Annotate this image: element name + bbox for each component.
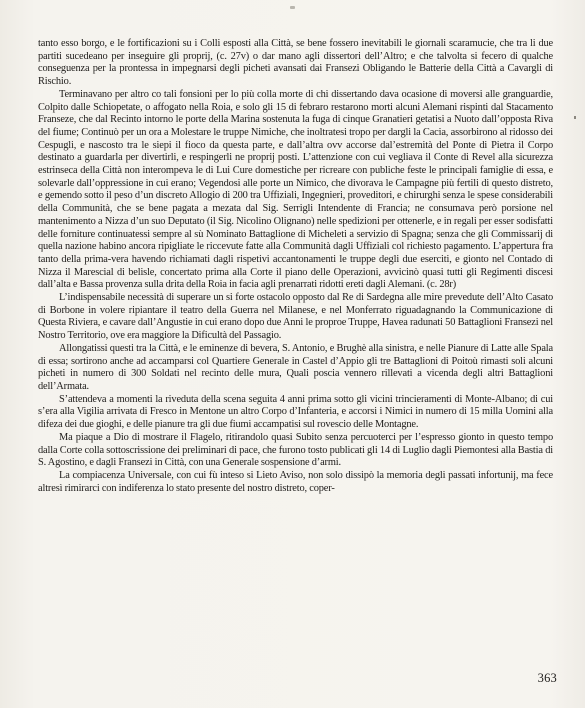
paragraph: L’indispensabile necessità di superare un si forte ostacolo opposto dal Re di Sardegna alle mire prevedute dell’Alto Casato di Borbone in volere ripiantare il teatro della Guerra nel Milanese, e nel Monferrato riguadagnando la Communicazione di Questa Riviera, e cavare dall’Angustie in cui erano dopo due Anni le proproe Truppe, Havea radunati 50 Battaglioni Fransezi nel Nostro Territorio, ove era maggiore la Dificultà del Passagio. [38, 292, 553, 342]
paragraph: tanto esso borgo, e le fortificazioni su i Colli esposti alla Città, se bene fossero inevitabili le giornali scaramucie, che tra li due partiti sucedeano per inseguire gli proprij, (c. 27v) o dar mano agli dissertori dell’Altro; e che talvolta si fecero di qualche conseguenza per la prontessa in impegnarsi degli picheti avansati dai Fransezi Obligando le Batterie della Città a Cavargli di Rischio. [38, 38, 553, 88]
paragraph: Allongatissi questi tra la Città, e le eminenze di bevera, S. Antonio, e Brughè alla sinistra, e nelle Pianure di Latte alle Spala di essa; sortirono anche ad accamparsi col Quartiere Generale in Castel d’Appio gli tre Battaglioni di Poitoù rimasti soli alcuni picheti in numero di 300 Soldati nel recinto delle mura, Quali poscia vennero rillevati a vicenda degli altri Battaglioni dell’Armata. [38, 342, 553, 392]
paragraph: La compiacenza Universale, con cui fù inteso si Lieto Aviso, non solo dissipò la memoria degli passati infortunij, ma fece altresì rimirarci con indiferenza lo stato presente del nostro distreto, coper- [38, 469, 553, 494]
page-number: 363 [537, 671, 557, 685]
body-text [38, 38, 553, 495]
paragraph: Terminavano per altro co tali fonsioni per lo più colla morte di chi dissertando dava ocasione di moversi alle granguardie, Colpito dalle Schiopetate, o affogato nella Roia, e solo gli 15 di febraro restarono morti alcuni Alemani rispinti dal Stacamento Franseze, che dal Recinto intorno le porte della Marina sostenuta la fuga di cinque Granatieri getatisi a Nuoto dall’opposta Riva del fiume; Continuò per un ora a Molestare le truppe Nimiche, che inoltratesi tropo per dargli la Cacia, assorbirono al ridosso dei Cespugli, e nascosto tra le siepi il fioco da questa parte, e dall’altra ovv accorse dal’estremità del Ponte di Pietra il Corpo destinato a guardarla per divertirli, e respingerli ne proprij posti. L’attenzione con cui vegliava il Conte di Revel alla sicurezza estrinseca della Città non interompeva le di Lui Cure domestiche per ricreare con publiche feste le principali famiglie di essa, e solevarle dall’oppressione in cui erano; Vegendosi alle porte un Nimico, che divorava le Campagne più fertili di questo distreto, e gemendo sotto il peso d’un discreto Allogio di 200 tra Uffiziali, Ingegnieri, proveditori, e chirurghi senza le spese considerabili della Communità, che se bene pagata a mezata dal Sig. Serrigli Intendente di Francia; ne consumava però porsione nel mantenimento a Nizza d’un suo Deputato (il Sig. Nicolino Olignano) nelle spedizioni per ottenerle, e in regali per esser sodisfatti delle forniture continuatessi sempre al sù Nominato Battaglione di Micheleti a servizio di Spagna; senza che gli Commissarij di quella nazione habino ancora ripigliate le riccevute fatte alla Communità dagli Uffiziali col richiesto pagamento. L’appertura fra tanto della prima-vera havendo richiamati dagli rispetivi accantonamenti le truppe degli due eserciti, e gionto nel Contado di Nizza il Marescial di belisle, concertato prima alla Corte il piano delle Operazioni, avvicinò quasi tutti gli Regimenti discesi dall’alta e Bassa provenza sulla drita della Roia in facia agli prenarrati ridotti ereti dagli Alemani. (c. 28r) [38, 88, 553, 291]
scan-artifact [574, 116, 576, 119]
paragraph: Ma piaque a Dio di mostrare il Flagelo, ritirandolo quasi Subito senza percuoterci per l’espresso gionto in questo tempo dalla Corte colla sottoscrissione dei preliminari di pace, che furono tosto publicati gli 14 di Luglio dagli Piemontesi alla Bastia di S. Agostino, e dagli Fransezi in Città, con una Generale sospensione d’armi. [38, 431, 553, 469]
paragraph: S’attendeva a momenti la riveduta della scena seguita 4 anni prima sotto gli vicini trincieramenti di Monte-Albano; di cui s’era alla Vigilia arrivata di Fresco in Mentone un altro Corpo d’Infanteria, e accorsi i Nimici in numero di 15 milla Uomini alla difeza dei due gioghi, e delle pianure tra gli due fiumi accampatisi sul rovescio delle Montagne. [38, 393, 553, 431]
scan-artifact [290, 6, 295, 9]
